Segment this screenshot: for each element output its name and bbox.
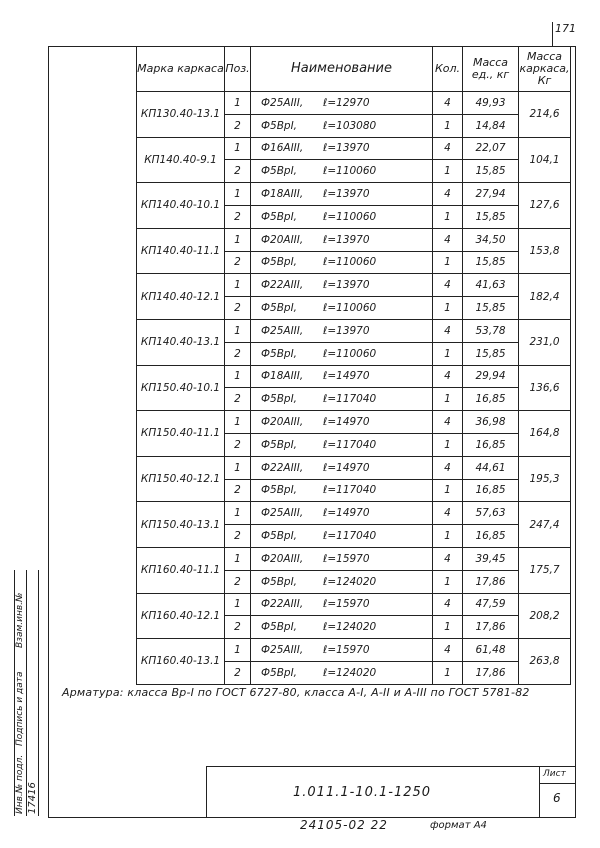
header-qty: Кол.: [433, 47, 463, 92]
bar-length: ℓ=110060: [323, 302, 377, 315]
bar-length: ℓ=14970: [323, 461, 370, 474]
bar-length: ℓ=12970: [323, 96, 370, 109]
item-name: [251, 297, 433, 320]
quantity: 1: [433, 616, 463, 639]
quantity: 4: [433, 274, 463, 297]
frame-grade: КП150.40-11.1: [137, 411, 225, 457]
item-name: [251, 205, 433, 228]
bar-length: ℓ=124020: [323, 666, 377, 679]
quantity: 4: [433, 639, 463, 662]
frame-mass: 208,2: [519, 593, 571, 639]
table-body: [137, 92, 571, 685]
quantity: 4: [433, 365, 463, 388]
table-row: [137, 593, 571, 616]
frame-grade: КП140.40-13.1: [137, 319, 225, 365]
item-name: [251, 456, 433, 479]
quantity: 4: [433, 547, 463, 570]
bar-length: ℓ=103080: [323, 119, 377, 132]
bar-length: ℓ=110060: [323, 210, 377, 223]
frame-mass: 175,7: [519, 547, 571, 593]
bar-spec: Ф5ВрI,: [261, 165, 298, 178]
item-name: [251, 411, 433, 434]
quantity: 1: [433, 661, 463, 684]
item-name: [251, 365, 433, 388]
bar-spec: Ф18АIII,: [261, 370, 304, 383]
position-number: 1: [225, 411, 251, 434]
bar-spec: Ф5ВрI,: [261, 347, 298, 360]
quantity: 1: [433, 205, 463, 228]
footer-number: 24105-02 22: [300, 818, 388, 832]
unit-mass: 15,85: [463, 205, 519, 228]
bar-length: ℓ=14970: [323, 370, 370, 383]
quantity: 1: [433, 570, 463, 593]
table-row: [137, 137, 571, 160]
quantity: 1: [433, 114, 463, 137]
quantity: 1: [433, 251, 463, 274]
corner-tick: [552, 22, 553, 46]
unit-mass: 15,85: [463, 297, 519, 320]
unit-mass: 61,48: [463, 639, 519, 662]
table-row: [137, 502, 571, 525]
table-row: [137, 411, 571, 434]
quantity: 4: [433, 228, 463, 251]
frame-grade: КП130.40-13.1: [137, 92, 225, 138]
bar-length: ℓ=13970: [323, 142, 370, 155]
bar-length: ℓ=14970: [323, 507, 370, 520]
item-name: [251, 525, 433, 548]
sheet-number: 6: [553, 791, 561, 805]
table-row: [137, 547, 571, 570]
unit-mass: 22,07: [463, 137, 519, 160]
unit-mass: 36,98: [463, 411, 519, 434]
position-number: 1: [225, 365, 251, 388]
table-row: [137, 639, 571, 662]
item-name: [251, 479, 433, 502]
frame-grade: КП150.40-12.1: [137, 456, 225, 502]
header-unit-mass: Масса ед., кг: [463, 47, 519, 92]
specification-table: [136, 46, 571, 685]
unit-mass: 44,61: [463, 456, 519, 479]
frame-mass: 136,6: [519, 365, 571, 411]
bar-length: ℓ=14970: [323, 416, 370, 429]
frame-grade: КП160.40-11.1: [137, 547, 225, 593]
bar-length: ℓ=110060: [323, 256, 377, 269]
quantity: 1: [433, 160, 463, 183]
frame-mass: 195,3: [519, 456, 571, 502]
bar-spec: Ф25АIII,: [261, 644, 304, 657]
unit-mass: 17,86: [463, 616, 519, 639]
bar-length: ℓ=124020: [323, 575, 377, 588]
item-name: [251, 593, 433, 616]
title-block-hline: [539, 783, 575, 784]
quantity: 1: [433, 525, 463, 548]
quantity: 4: [433, 319, 463, 342]
item-name: [251, 342, 433, 365]
frame-grade: КП160.40-13.1: [137, 639, 225, 685]
position-number: 1: [225, 456, 251, 479]
item-name: [251, 137, 433, 160]
bar-length: ℓ=15970: [323, 552, 370, 565]
position-number: 2: [225, 297, 251, 320]
title-block-divider: [539, 767, 540, 817]
bar-spec: Ф16АIII,: [261, 142, 304, 155]
position-number: 2: [225, 570, 251, 593]
table-header-row: [137, 47, 571, 92]
item-name: [251, 433, 433, 456]
bar-spec: Ф5ВрI,: [261, 575, 298, 588]
bar-spec: Ф20АIII,: [261, 416, 304, 429]
item-name: [251, 274, 433, 297]
position-number: 1: [225, 183, 251, 206]
item-name: [251, 183, 433, 206]
unit-mass: 27,94: [463, 183, 519, 206]
bar-spec: Ф5ВрI,: [261, 210, 298, 223]
unit-mass: 41,63: [463, 274, 519, 297]
frame-grade: КП140.40-9.1: [137, 137, 225, 183]
frame-mass: 263,8: [519, 639, 571, 685]
position-number: 2: [225, 160, 251, 183]
bar-spec: Ф20АIII,: [261, 552, 304, 565]
quantity: 1: [433, 388, 463, 411]
quantity: 1: [433, 433, 463, 456]
position-number: 1: [225, 228, 251, 251]
position-number: 2: [225, 433, 251, 456]
table-row: [137, 365, 571, 388]
unit-mass: 15,85: [463, 251, 519, 274]
footer-format: формат А4: [430, 820, 487, 831]
position-number: 2: [225, 388, 251, 411]
item-name: [251, 661, 433, 684]
header-name: Наименование: [251, 47, 433, 92]
frame-mass: 247,4: [519, 502, 571, 548]
unit-mass: 17,86: [463, 661, 519, 684]
header-pos: Поз.: [225, 47, 251, 92]
frame-mass: 214,6: [519, 92, 571, 138]
position-number: 1: [225, 137, 251, 160]
quantity: 1: [433, 342, 463, 365]
position-number: 1: [225, 92, 251, 115]
position-number: 1: [225, 547, 251, 570]
bar-spec: Ф5ВрI,: [261, 621, 298, 634]
quantity: 4: [433, 92, 463, 115]
position-number: 2: [225, 342, 251, 365]
frame-grade: КП160.40-12.1: [137, 593, 225, 639]
bar-spec: Ф25АIII,: [261, 507, 304, 520]
position-number: 1: [225, 319, 251, 342]
bar-spec: Ф5ВрI,: [261, 438, 298, 451]
frame-mass: 127,6: [519, 183, 571, 229]
bar-spec: Ф20АIII,: [261, 233, 304, 246]
item-name: [251, 319, 433, 342]
unit-mass: 16,85: [463, 433, 519, 456]
unit-mass: 49,93: [463, 92, 519, 115]
bar-length: ℓ=110060: [323, 165, 377, 178]
header-frame-mass: Масса каркаса, Кг: [519, 47, 571, 92]
bar-length: ℓ=117040: [323, 393, 377, 406]
inv-no-label: Инв.№ подл.: [15, 754, 25, 814]
bar-spec: Ф25АIII,: [261, 324, 304, 337]
unit-mass: 15,85: [463, 160, 519, 183]
bar-length: ℓ=117040: [323, 438, 377, 451]
unit-mass: 16,85: [463, 525, 519, 548]
frame-grade: КП150.40-13.1: [137, 502, 225, 548]
unit-mass: 16,85: [463, 479, 519, 502]
quantity: 1: [433, 297, 463, 320]
table-row: [137, 456, 571, 479]
frame-mass: 104,1: [519, 137, 571, 183]
bar-spec: Ф5ВрI,: [261, 666, 298, 679]
position-number: 2: [225, 525, 251, 548]
table-row: [137, 274, 571, 297]
reinforcement-note: Арматура: класса Вр-I по ГОСТ 6727-80, класса А-I, А-II и А-III по ГОСТ 5781-82: [62, 686, 530, 699]
unit-mass: 47,59: [463, 593, 519, 616]
bar-length: ℓ=117040: [323, 530, 377, 543]
bar-spec: Ф5ВрI,: [261, 302, 298, 315]
item-name: [251, 639, 433, 662]
position-number: 2: [225, 479, 251, 502]
bar-length: ℓ=124020: [323, 621, 377, 634]
item-name: [251, 228, 433, 251]
frame-mass: 182,4: [519, 274, 571, 320]
bar-length: ℓ=15970: [323, 644, 370, 657]
bar-spec: Ф22АIII,: [261, 598, 304, 611]
table-row: [137, 319, 571, 342]
bar-spec: Ф25АIII,: [261, 96, 304, 109]
quantity: 4: [433, 183, 463, 206]
position-number: 2: [225, 616, 251, 639]
frame-grade: КП140.40-10.1: [137, 183, 225, 229]
unit-mass: 16,85: [463, 388, 519, 411]
inv-no-value: 17416: [27, 782, 38, 814]
position-number: 1: [225, 502, 251, 525]
header-grade: Марка каркаса: [137, 47, 225, 92]
position-number: 1: [225, 274, 251, 297]
unit-mass: 29,94: [463, 365, 519, 388]
bar-spec: Ф22АIII,: [261, 279, 304, 292]
table-row: [137, 228, 571, 251]
position-number: 1: [225, 593, 251, 616]
frame-grade: КП150.40-10.1: [137, 365, 225, 411]
sheet-label: Лист: [543, 769, 566, 779]
bar-length: ℓ=13970: [323, 324, 370, 337]
sign-date-label: Подпись и дата: [15, 671, 25, 746]
unit-mass: 14,84: [463, 114, 519, 137]
bar-spec: Ф5ВрI,: [261, 256, 298, 269]
unit-mass: 57,63: [463, 502, 519, 525]
bar-spec: Ф5ВрI,: [261, 530, 298, 543]
bar-length: ℓ=15970: [323, 598, 370, 611]
position-number: 1: [225, 639, 251, 662]
quantity: 4: [433, 593, 463, 616]
quantity: 4: [433, 411, 463, 434]
document-code: 1.011.1-10.1-1250: [293, 785, 432, 800]
bar-length: ℓ=13970: [323, 188, 370, 201]
item-name: [251, 616, 433, 639]
position-number: 2: [225, 251, 251, 274]
bar-length: ℓ=117040: [323, 484, 377, 497]
unit-mass: 15,85: [463, 342, 519, 365]
bar-spec: Ф18АIII,: [261, 188, 304, 201]
position-number: 2: [225, 114, 251, 137]
item-name: [251, 388, 433, 411]
sheet-corner-number: 171: [555, 22, 576, 35]
bar-length: ℓ=13970: [323, 233, 370, 246]
unit-mass: 39,45: [463, 547, 519, 570]
item-name: [251, 114, 433, 137]
table-row: [137, 183, 571, 206]
quantity: 1: [433, 479, 463, 502]
item-name: [251, 251, 433, 274]
item-name: [251, 547, 433, 570]
bar-spec: Ф5ВрI,: [261, 484, 298, 497]
item-name: [251, 160, 433, 183]
unit-mass: 53,78: [463, 319, 519, 342]
quantity: 4: [433, 502, 463, 525]
item-name: [251, 92, 433, 115]
table-row: [137, 92, 571, 115]
position-number: 2: [225, 661, 251, 684]
quantity: 4: [433, 137, 463, 160]
replace-inv-label: Взам.инв.№: [15, 592, 25, 648]
unit-mass: 34,50: [463, 228, 519, 251]
frame-grade: КП140.40-12.1: [137, 274, 225, 320]
position-number: 2: [225, 205, 251, 228]
frame-mass: 164,8: [519, 411, 571, 457]
title-block: [206, 766, 575, 817]
frame-mass: 153,8: [519, 228, 571, 274]
bar-spec: Ф5ВрI,: [261, 393, 298, 406]
bar-spec: Ф5ВрI,: [261, 119, 298, 132]
bar-spec: Ф22АIII,: [261, 461, 304, 474]
unit-mass: 17,86: [463, 570, 519, 593]
frame-mass: 231,0: [519, 319, 571, 365]
quantity: 4: [433, 456, 463, 479]
item-name: [251, 570, 433, 593]
frame-grade: КП140.40-11.1: [137, 228, 225, 274]
item-name: [251, 502, 433, 525]
side-stamp-strip: [14, 570, 48, 816]
bar-length: ℓ=110060: [323, 347, 377, 360]
bar-length: ℓ=13970: [323, 279, 370, 292]
